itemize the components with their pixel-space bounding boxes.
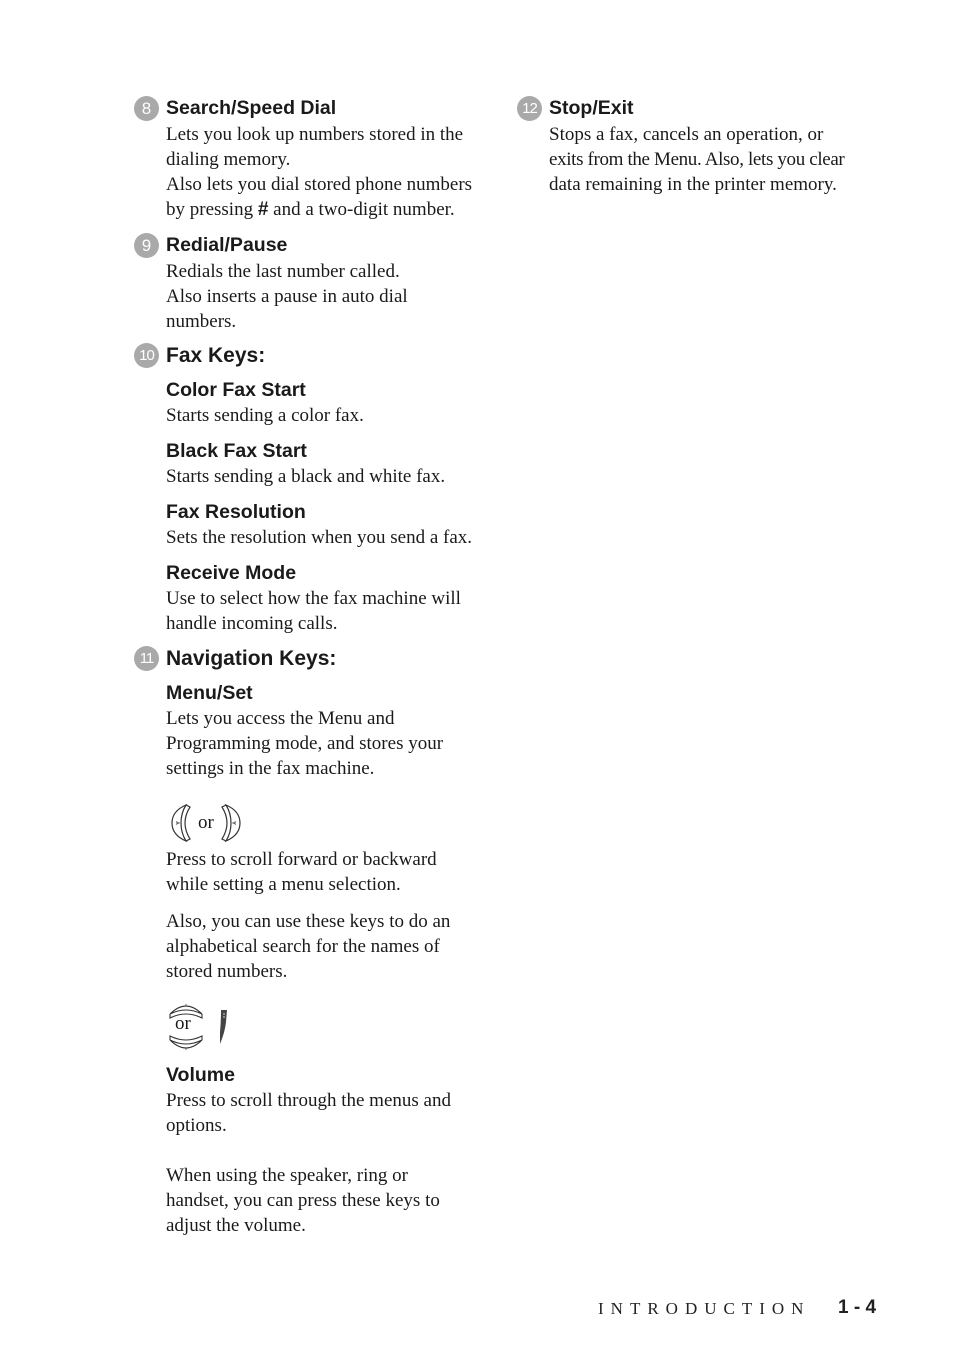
text-line: When using the speaker, ring or (166, 1165, 408, 1186)
volume-adjust-text (166, 1163, 504, 1238)
receive-mode-text (166, 586, 504, 636)
item-search-speed-dial (134, 94, 504, 222)
search-speed-dial-text (166, 122, 504, 222)
text-line: numbers. (166, 311, 237, 332)
color-fax-start-title: Color Fax Start (166, 379, 306, 401)
text-line: Press to scroll forward or backward (166, 849, 437, 870)
text-fragment: and a two-digit number. (268, 199, 455, 220)
volume-text (166, 1088, 504, 1138)
text-line: Use to select how the fax machine will (166, 588, 461, 609)
text-line: alphabetical search for the names of (166, 936, 440, 957)
or-text: or (175, 1013, 191, 1034)
fax-resolution-title: Fax Resolution (166, 501, 306, 523)
redial-pause-title: Redial/Pause (166, 234, 288, 256)
right-column (517, 94, 887, 197)
menu-set-text (166, 706, 504, 781)
text-line (166, 197, 504, 222)
number-badge-12: 12 (517, 96, 542, 121)
text-line: Also lets you dial stored phone numbers (166, 174, 473, 195)
text-line: Lets you access the Menu and (166, 708, 395, 729)
text-line: dialing memory. (166, 149, 291, 170)
footer-page-number: 1 - 4 (838, 1297, 877, 1318)
text-line: handle incoming calls. (166, 613, 338, 634)
number-badge-10: 10 (134, 343, 159, 368)
number-badge-11: 11 (134, 646, 159, 671)
stop-exit-text (549, 122, 887, 197)
text-line: data remaining in the printer memory. (549, 174, 837, 195)
black-fax-start-text: Starts sending a black and white fax. (166, 466, 446, 487)
or-text: or (198, 812, 214, 833)
text-line: adjust the volume. (166, 1215, 306, 1236)
sharp-key-symbol: # (257, 199, 269, 220)
text-line: options. (166, 1115, 227, 1136)
text-line: settings in the fax machine. (166, 758, 375, 779)
left-right-keys-illustration (168, 801, 504, 845)
text-line: Also inserts a pause in auto dial (166, 286, 408, 307)
receive-mode-title: Receive Mode (166, 562, 297, 584)
number-badge-9: 9 (134, 233, 159, 258)
text-line: Lets you look up numbers stored in the (166, 124, 464, 145)
search-speed-dial-title: Search/Speed Dial (166, 97, 337, 119)
fax-resolution-text: Sets the resolution when you send a fax. (166, 527, 473, 548)
redial-pause-text (166, 259, 504, 334)
item-navigation-keys (134, 644, 504, 1238)
number-badge-8: 8 (134, 96, 159, 121)
left-arrow-key-icon (168, 803, 194, 843)
text-line: handset, you can press these keys to (166, 1190, 440, 1211)
text-line: Stops a fax, cancels an operation, or (549, 124, 824, 145)
color-fax-start-text: Starts sending a color fax. (166, 405, 364, 426)
menu-set-title: Menu/Set (166, 682, 253, 704)
text-line: Also, you can use these keys to do an (166, 911, 451, 932)
text-line: while setting a menu selection. (166, 874, 401, 895)
text-line: Programming mode, and stores your (166, 733, 444, 754)
text-line: stored numbers. (166, 961, 288, 982)
stop-exit-title: Stop/Exit (549, 97, 634, 119)
item-redial-pause (134, 231, 504, 334)
left-column (134, 94, 504, 1238)
text-line: exits from the Menu. Also, lets you clear (549, 149, 845, 170)
right-arrow-key-icon (218, 803, 244, 843)
search-names-text (166, 909, 504, 984)
text-line: Press to scroll through the menus and (166, 1090, 451, 1111)
text-fragment: by pressing (166, 199, 258, 220)
item-fax-keys (134, 341, 504, 636)
text-line: Redials the last number called. (166, 261, 400, 282)
handset-icon (216, 1008, 232, 1048)
fax-keys-title: Fax Keys: (166, 344, 266, 367)
navigation-keys-title: Navigation Keys: (166, 647, 337, 670)
volume-title: Volume (166, 1064, 235, 1086)
item-stop-exit (517, 94, 887, 197)
scroll-text (166, 847, 504, 897)
footer-section-label: INTRODUCTION (598, 1299, 811, 1318)
volume-keys-illustration (166, 1000, 504, 1054)
black-fax-start-title: Black Fax Start (166, 440, 307, 462)
